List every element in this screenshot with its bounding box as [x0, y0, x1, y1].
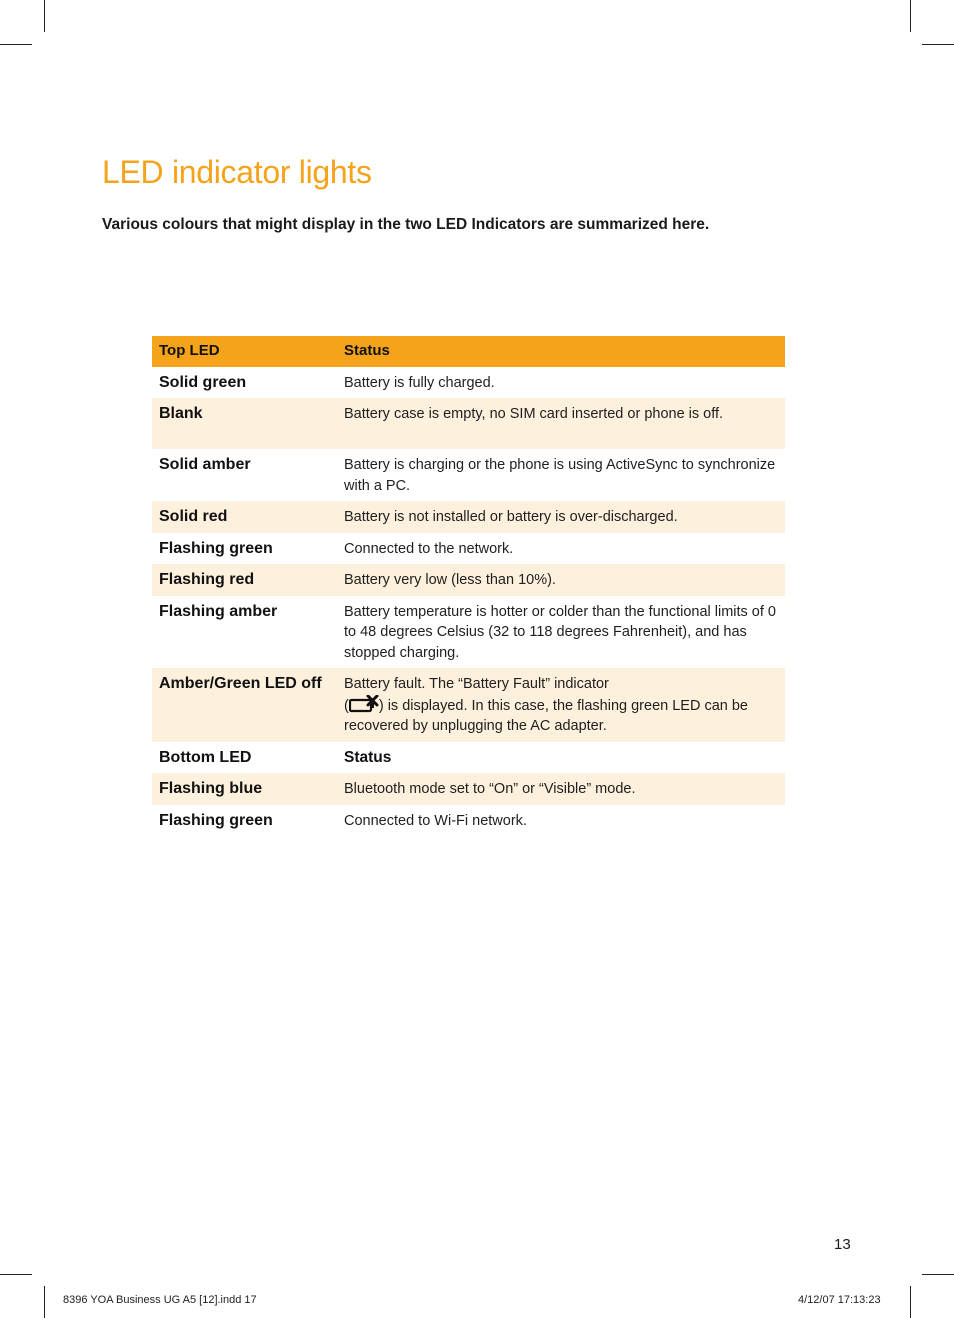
print-slug-timestamp: 4/12/07 17:13:23	[798, 1294, 881, 1306]
led-table	[152, 336, 785, 836]
led-name: Solid amber	[159, 456, 251, 473]
crop-mark	[0, 44, 32, 45]
header-status: Status	[337, 336, 785, 367]
battery-fault-icon	[349, 695, 379, 713]
led-name: Solid red	[152, 501, 337, 533]
status-text: Battery fault. The “Battery Fault” indicator	[344, 676, 609, 692]
table-row	[152, 668, 785, 742]
status-text: ) is displayed. In this case, the flashing green LED can be recovered by unplugging the AC adapter.	[344, 697, 748, 734]
header-top-led: Top LED	[152, 336, 337, 367]
led-status: Battery is fully charged.	[344, 374, 495, 391]
crop-mark	[0, 1274, 32, 1275]
table-row	[152, 805, 785, 837]
crop-mark	[922, 44, 954, 45]
print-slug-filename: 8396 YOA Business UG A5 [12].indd 17	[63, 1294, 257, 1306]
table-row	[152, 564, 785, 596]
led-status: Connected to the network.	[344, 540, 514, 557]
crop-mark	[44, 0, 45, 32]
led-status	[337, 668, 785, 742]
led-status: Battery is charging or the phone is using ActiveSync to synchronize with a PC.	[344, 457, 776, 494]
crop-mark	[910, 1286, 911, 1318]
led-status: Battery case is empty, no SIM card inserted or phone is off.	[337, 398, 785, 449]
table-subheader-row	[152, 742, 785, 774]
led-status: Battery very low (less than 10%).	[337, 564, 785, 596]
led-name: Flashing green	[159, 811, 273, 829]
crop-mark	[910, 0, 911, 32]
page-number: 13	[834, 1236, 851, 1253]
header-bottom-led: Bottom LED	[159, 748, 252, 766]
crop-mark	[44, 1286, 45, 1318]
table-row	[152, 773, 785, 805]
led-status: Battery temperature is hotter or colder than the functional limits of 0 to 48 degrees Celsius (32 to 118 degrees Fahrenheit), and has stopped charging.	[344, 603, 776, 661]
led-name: Blank	[152, 398, 337, 449]
paren-open: (	[344, 697, 349, 714]
intro-text: Various colours that might display in the two LED Indicators are summarized here.	[102, 216, 710, 233]
led-status: Connected to Wi-Fi network.	[344, 812, 527, 829]
table-row	[152, 449, 785, 501]
led-name: Flashing green	[159, 539, 273, 557]
crop-mark	[922, 1274, 954, 1275]
table-row	[152, 398, 785, 449]
led-name: Amber/Green LED off	[152, 668, 337, 742]
led-name: Flashing red	[152, 564, 337, 596]
led-status: Battery is not installed or battery is over-discharged.	[337, 501, 785, 533]
led-name: Solid green	[159, 373, 247, 391]
table-row	[152, 596, 785, 669]
table-row	[152, 533, 785, 565]
page-title: LED indicator lights	[102, 154, 372, 190]
led-status: Bluetooth mode set to “On” or “Visible” mode.	[337, 773, 785, 805]
led-name: Flashing amber	[159, 602, 278, 620]
table-row	[152, 367, 785, 399]
led-name: Flashing blue	[152, 773, 337, 805]
table-row	[152, 501, 785, 533]
header-status: Status	[344, 748, 392, 766]
table-header-row	[152, 336, 785, 367]
